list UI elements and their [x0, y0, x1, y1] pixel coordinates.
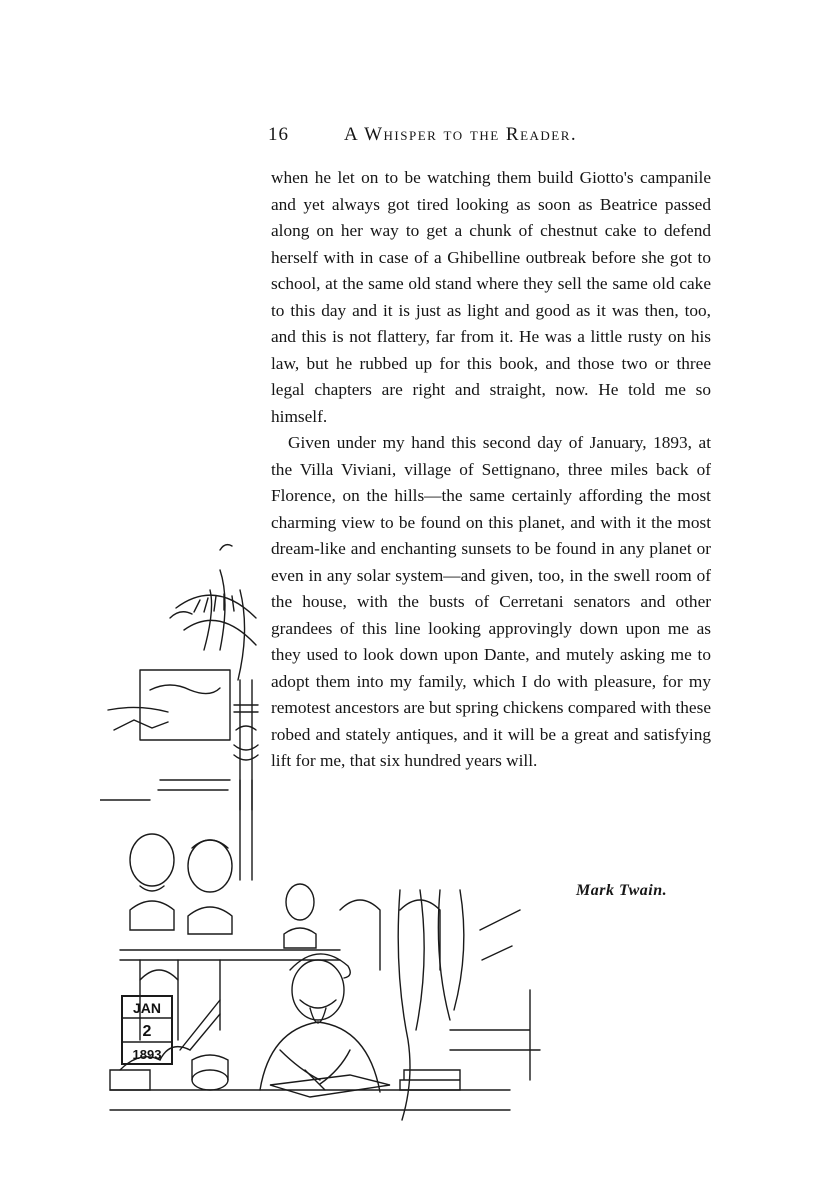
writing-desk-sketch	[110, 1000, 510, 1110]
calendar-day: 2	[142, 1023, 152, 1040]
marble-busts-sketch	[130, 834, 316, 948]
arched-gallery-sketch	[120, 900, 440, 1040]
calendar-month: JAN	[132, 1000, 162, 1016]
wall-painting-sketch	[100, 670, 230, 800]
paragraph-continued: when he let on to be watching them build Giotto's campanile and yet always got tired looking as soon as Beatrice passed along on her way to get a chunk of chestnut cake to defend herself with in case of a Ghibelline outbreak before she got to school, at the same old stand where they sell the same old cake to this day and it is just as light and good as it was then, too, and this is not flattery, far from it. He was a little rusty on his law, but he rubbed up for this book, and those two or three legal chapters are right and straight, now. He told me so himself.	[271, 168, 711, 426]
running-title: A Whisper to the Reader.	[344, 124, 578, 145]
curtain-window-sketch	[398, 890, 540, 1120]
calendar-year: 1893	[132, 1047, 162, 1062]
running-header	[268, 124, 708, 152]
signature: Mark Twain.	[576, 882, 668, 899]
page-number: 16	[268, 124, 289, 145]
writer-figure-sketch	[260, 954, 380, 1092]
palm-frond-sketch	[170, 545, 256, 680]
author-at-desk-illustration	[100, 530, 560, 1130]
column-sketch	[234, 680, 258, 880]
calendar-labels	[133, 1000, 162, 1062]
paragraph-dedication: Given under my hand this second day of January, 1893, at the Villa Viviani, village of Settignano, three miles back of Florence, on the hills—the same certainly affording the most charming view to be found on this planet, and with it the most dream-like and enchanting sunsets to be found in any planet or even in any solar system—and given, too, in the swell room of the house, with the busts of Cerretani senators and other grandees of this line looking approvingly down upon me as they used to look down upon Dante, and mutely asking me to adopt them into my family, which I do with pleasure, for my remotest ancestors are but spring chickens compared with these robed and stately antiques, and it will be a great and satisfying lift for me, that six hundred years will.	[271, 433, 711, 770]
